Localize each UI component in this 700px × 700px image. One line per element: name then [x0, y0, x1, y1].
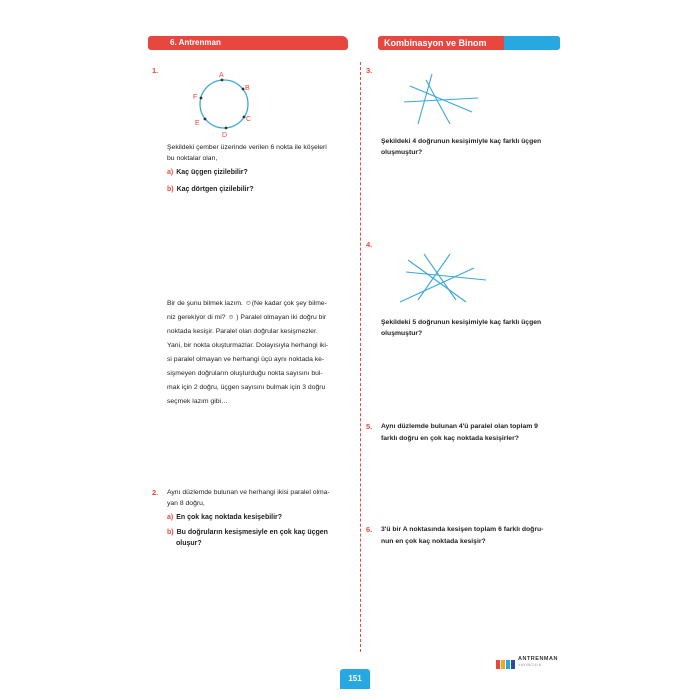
q3-line-3 [426, 80, 450, 124]
q2-option-b [167, 529, 328, 536]
topic-title-accent [504, 36, 560, 50]
q1-option-a [167, 169, 248, 176]
q3-lines-diagram [404, 72, 484, 132]
q4-number: 4. [366, 240, 373, 249]
q3-line-1-text: Şekildeki 4 doğrunun kesişimiyle kaç farklı üçgen [381, 138, 542, 145]
publisher-brand: ANTRENMAN [518, 656, 558, 662]
q1-point-b-label: B [245, 85, 250, 92]
q1-circle-diagram [190, 70, 260, 140]
q4-line-5 [408, 260, 466, 302]
q5-line-2-text: farklı doğru en çok kaç noktada kesişirler? [381, 435, 519, 442]
q4-lines-diagram [398, 250, 493, 308]
publisher-logo [496, 656, 560, 670]
q3-line-2-text: oluşmuştur? [381, 149, 423, 156]
section-title: 6. Antrenman [170, 38, 221, 47]
q1-hint-line-4: Yani, bir nokta oluşturmazlar. Dolayısıyla herhangi iki- [167, 342, 329, 349]
q1-option-a-label: a) [167, 169, 174, 176]
q1-hint-line-8: seçmek lazım gibi… [167, 398, 228, 405]
q1-point-e-label: E [195, 120, 200, 127]
q1-option-b [167, 186, 254, 193]
q4-line-2-text: oluşmuştur? [381, 330, 423, 337]
q6-line-1-text: 3'ü bir A noktasında kesişen toplam 6 farklı doğru- [381, 526, 544, 533]
q2-option-a [167, 514, 282, 521]
q1-point-c-dot [243, 116, 246, 119]
q4-line-1-text: Şekildeki 5 doğrunun kesişimiyle kaç farklı üçgen [381, 319, 542, 326]
q5-line-1-text: Aynı düzlemde bulunan 4'ü paralel olan toplam 9 [381, 423, 538, 430]
q2-line-2: yan 8 doğru, [167, 500, 205, 507]
topic-title: Kombinasyon ve Binom [384, 38, 487, 48]
q1-option-a-text: Kaç üçgen çizilebilir? [176, 169, 248, 176]
q1-point-a-label: A [219, 72, 224, 79]
page-number: 151 [340, 669, 370, 689]
column-divider [360, 62, 361, 652]
q3-number: 3. [366, 66, 373, 75]
q1-hint-line-1: Bir de şunu bilmek lazım. ☺(Ne kadar çok şey bilme- [167, 300, 327, 307]
q1-point-a-dot [221, 79, 224, 82]
q6-line-2-text: nun en çok kaç noktada kesişir? [381, 538, 486, 545]
q1-hint-line-2: niz gerekiyor di mi? ☺ ) Paralel olmayan iki doğru bir [167, 314, 327, 321]
q1-point-d-label: D [222, 132, 228, 139]
q1-hint-line-3: noktada kesişir. Paralel olan doğrular kesişmezler. [167, 328, 318, 335]
section-title-bar [148, 36, 348, 50]
q1-hint-line-6: sişmeyen doğruların oluşturduğu nokta sayısını bul- [167, 370, 323, 377]
q1-intro-line-1: Şekildeki çember üzerinde verilen 6 nokta ile köşeleri [167, 144, 327, 151]
topic-title-bar [378, 36, 560, 50]
q1-point-f-dot [200, 97, 203, 100]
q2-option-b-text: Bu doğruların kesişmesiyle en çok kaç üçgen [176, 529, 328, 536]
q2-option-a-label: a) [167, 514, 174, 521]
q1-intro-line-2: bu noktalar olan, [167, 155, 218, 162]
q1-point-d-dot [225, 127, 228, 130]
q2-option-a-text: En çok kaç noktada kesişebilir? [176, 514, 283, 521]
q1-point-b-dot [242, 88, 245, 91]
publisher-brand-sub: YAYINCILIK [518, 663, 542, 667]
q1-point-f-label: F [193, 94, 198, 101]
q1-hint-line-7: mak için 2 doğru, üçgen sayısını bulmak için 3 doğru [167, 384, 326, 391]
q2-option-b-line-2: oluşur? [176, 540, 202, 547]
q1-hint-line-5: si paralel olmayan ve herhangi üçü aynı noktada ke- [167, 356, 325, 363]
q3-line-1 [418, 74, 432, 124]
q2-line-1: Aynı düzlemde bulunan ve herhangi ikisi paralel olma- [167, 489, 330, 496]
q1-option-b-label: b) [167, 186, 174, 193]
q1-point-e-dot [204, 118, 207, 121]
q2-number: 2. [152, 488, 159, 497]
q1-option-b-text: Kaç dörtgen çizilebilir? [176, 186, 254, 193]
q1-circle [200, 80, 248, 128]
q4-line-4 [418, 254, 450, 300]
q6-number: 6. [366, 525, 373, 534]
q1-number: 1. [152, 66, 159, 75]
q4-line-1 [406, 272, 486, 280]
q5-number: 5. [366, 422, 373, 431]
q1-point-c-label: C [246, 116, 252, 123]
q2-option-b-label: b) [167, 529, 174, 536]
